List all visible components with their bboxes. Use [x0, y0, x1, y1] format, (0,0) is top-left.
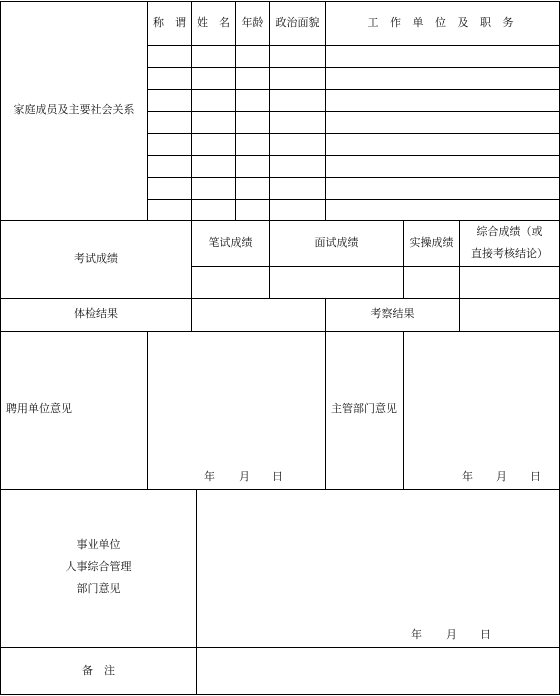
family-row-line: [147, 89, 560, 90]
practical-score-header: 实操成绩: [409, 236, 454, 249]
family-col-line: [235, 1, 236, 220]
authority-opinion-label: 主管部门意见: [331, 402, 397, 415]
hr-opinion-label-line2: 人事综合管理: [65, 560, 132, 573]
border-bottom: [0, 694, 560, 695]
family-col-line: [269, 1, 270, 220]
opinions-col-line: [147, 331, 148, 489]
exam-col-line: [403, 220, 404, 298]
checks-col-line: [459, 298, 460, 331]
exam-label: 考试成绩: [74, 252, 118, 265]
overall-score-header-line1: 综合成绩（或: [476, 225, 543, 238]
family-row-line: [147, 177, 560, 178]
physical-exam-label: 体检结果: [74, 307, 118, 320]
exam-header-bottom: [191, 266, 560, 267]
family-row-line: [147, 133, 560, 134]
family-row-line: [147, 45, 560, 46]
employer-date-year: 年: [204, 470, 215, 483]
family-row-line: [147, 155, 560, 156]
col-header-age: 年龄: [241, 16, 264, 29]
authority-date-day: 日: [530, 470, 541, 483]
family-row-line: [147, 111, 560, 112]
hr-opinion-label-line3: 部门意见: [76, 582, 121, 595]
authority-date-month: 月: [496, 470, 507, 483]
opinions-row-bottom: [0, 489, 560, 490]
opinions-col-line: [325, 331, 326, 489]
exam-col-line: [191, 220, 192, 298]
checks-row-bottom: [0, 331, 560, 332]
written-score-header: 笔试成绩: [208, 236, 253, 249]
checks-col-line: [191, 298, 192, 331]
exam-col-line: [269, 220, 270, 298]
interview-score-header: 面试成绩: [314, 236, 359, 249]
hr-col-line: [196, 489, 197, 695]
employer-date-day: 日: [272, 470, 283, 483]
family-row-line: [147, 199, 560, 200]
hr-date-day: 日: [480, 628, 491, 641]
family-col-line: [325, 1, 326, 220]
employer-opinion-label: 聘用单位意见: [6, 402, 72, 415]
hr-date-year: 年: [411, 628, 422, 641]
family-row-line: [147, 67, 560, 68]
remarks-label: 备 注: [82, 664, 115, 677]
family-col-line: [147, 1, 148, 220]
authority-date-year: 年: [462, 470, 473, 483]
col-header-work-unit: 工 作 单 位 及 职 务: [367, 16, 518, 29]
overall-score-header-line2: 直接考核结论）: [471, 247, 548, 260]
col-header-relation: 称 谓: [153, 16, 186, 29]
col-header-political-status: 政治面貌: [275, 16, 320, 29]
inspection-label: 考察结果: [370, 307, 415, 320]
hr-row-bottom: [0, 647, 560, 648]
hr-opinion-label-line1: 事业单位: [76, 538, 121, 551]
family-section-bottom: [0, 220, 560, 221]
exam-section-bottom: [0, 298, 560, 299]
employer-date-month: 月: [239, 470, 250, 483]
opinions-col-line: [403, 331, 404, 489]
border-top: [0, 1, 560, 2]
family-section-label: 家庭成员及主要社会关系: [13, 103, 135, 116]
hr-date-month: 月: [446, 628, 457, 641]
col-header-name: 姓 名: [197, 16, 230, 29]
family-col-line: [191, 1, 192, 220]
